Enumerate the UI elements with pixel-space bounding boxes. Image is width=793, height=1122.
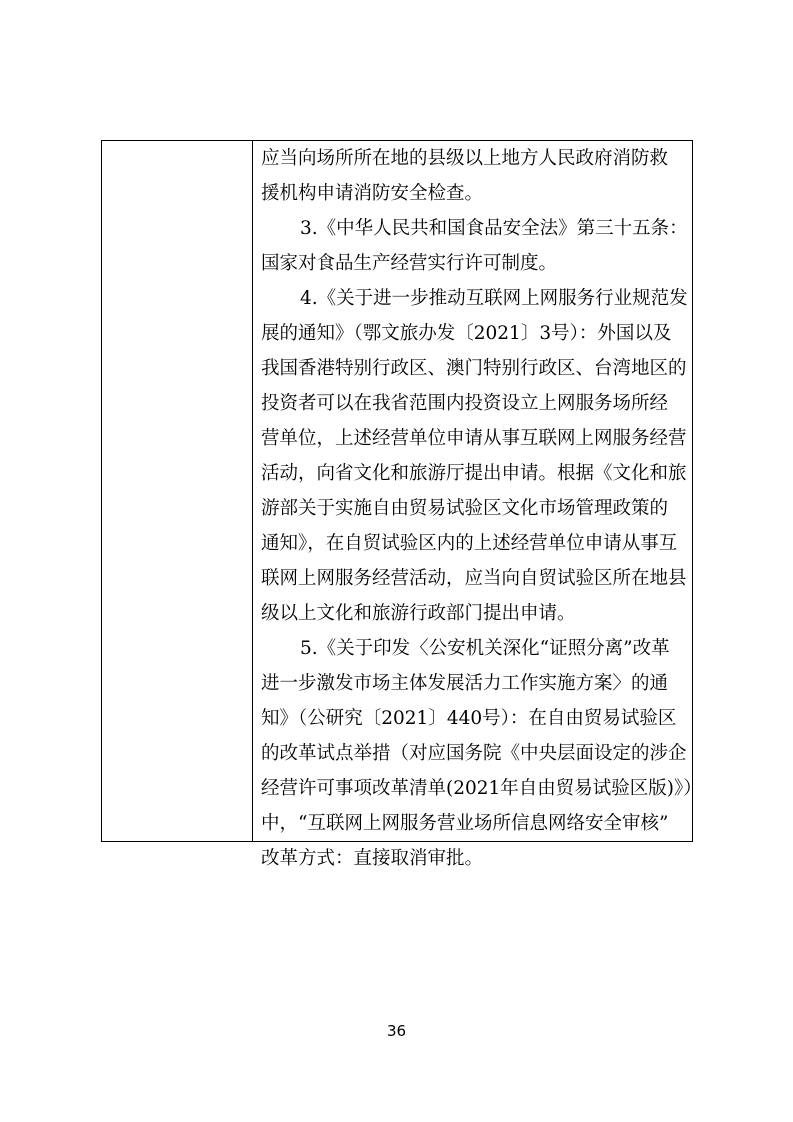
content-table: [101, 140, 702, 869]
text-line: 国家对食品生产经营实行许可制度。: [261, 253, 558, 274]
table-left-cell: [102, 141, 253, 841]
text-line: 改革方式：直接取消审批。: [261, 848, 484, 869]
text-line: 我国香港特别行政区、澳门特别行政区、台湾地区的: [261, 358, 687, 379]
text-line: 级以上文化和旅游行政部门提出申请。: [261, 603, 576, 624]
text-line: 3.《中华人民共和国食品安全法》第三十五条：: [300, 218, 688, 239]
table-right-cell: [253, 141, 702, 869]
text-line: 营单位，上述经营单位申请从事互联网上网服务经营: [261, 428, 687, 449]
text-line: 联网上网服务经营活动，应当向自贸试验区所在地县: [261, 568, 687, 589]
text-line: 展的通知》（鄂文旅办发〔2021〕3号）：外国以及: [261, 323, 672, 344]
text-line: 投资者可以在我省范围内投资设立上网服务场所经: [261, 393, 669, 414]
text-line: 5.《关于印发〈公安机关深化“证照分离”改革: [300, 638, 670, 659]
text-line: 经营许可事项改革清单(2021年自由贸易试验区版)》）: [261, 778, 702, 799]
text-line: 活动，向省文化和旅游厅提出申请。根据《文化和旅: [261, 463, 687, 484]
text-line: 应当向场所所在地的县级以上地方人民政府消防救: [261, 148, 669, 169]
text-line: 的改革试点举措（对应国务院《中央层面设定的涉企: [261, 743, 687, 764]
text-line: 4.《关于进一步推动互联网上网服务行业规范发: [300, 288, 688, 309]
text-line: 中，“互联网上网服务营业场所信息网络安全审核”: [261, 813, 669, 834]
page-number: 36: [386, 1022, 407, 1040]
text-line: 游部关于实施自由贸易试验区文化市场管理政策的: [261, 498, 669, 519]
text-line: 知》（公研究〔2021〕440号）：在自由贸易试验区: [261, 708, 677, 729]
text-line: 援机构申请消防安全检查。: [261, 183, 484, 204]
text-line: 进一步激发市场主体发展活力工作实施方案〉的通: [261, 673, 669, 694]
text-line: 通知》，在自贸试验区内的上述经营单位申请从事互: [261, 533, 678, 554]
